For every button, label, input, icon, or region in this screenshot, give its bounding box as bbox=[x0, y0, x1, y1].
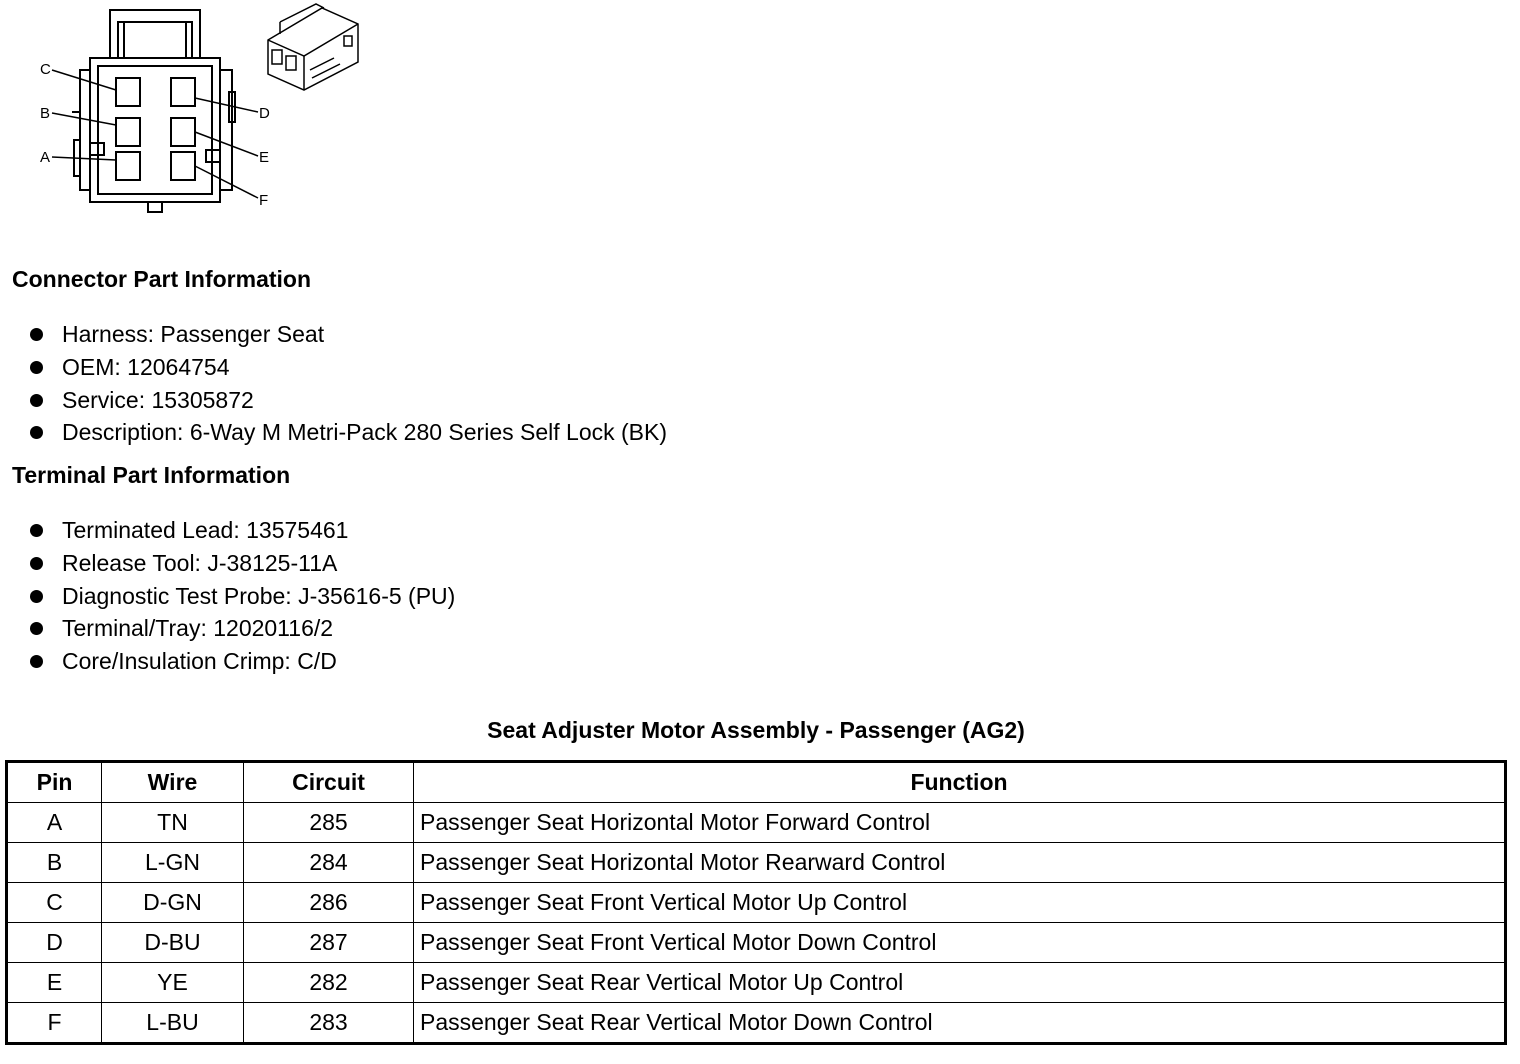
cell-function: Passenger Seat Horizontal Motor Rearward Control bbox=[414, 843, 1506, 883]
cavity-D bbox=[171, 78, 195, 106]
cell-function: Passenger Seat Horizontal Motor Forward Control bbox=[414, 803, 1506, 843]
cell-function: Passenger Seat Rear Vertical Motor Up Control bbox=[414, 963, 1506, 1003]
bullet-icon bbox=[30, 361, 43, 374]
table-row bbox=[7, 883, 1506, 923]
cell-circuit: 282 bbox=[244, 963, 414, 1003]
cavity-E bbox=[171, 118, 195, 146]
bullet-icon bbox=[30, 394, 43, 407]
terminal-part-list bbox=[28, 514, 455, 678]
bullet-icon bbox=[30, 590, 43, 603]
bullet-icon bbox=[30, 426, 43, 439]
cell-circuit: 284 bbox=[244, 843, 414, 883]
cell-circuit: 287 bbox=[244, 923, 414, 963]
list-item: Service: 15305872 bbox=[28, 384, 667, 417]
table-row bbox=[7, 963, 1506, 1003]
cell-circuit: 286 bbox=[244, 883, 414, 923]
list-item: Release Tool: J-38125-11A bbox=[28, 547, 455, 580]
pinout-table bbox=[5, 760, 1507, 1045]
list-item: Core/Insulation Crimp: C/D bbox=[28, 645, 455, 678]
bullet-icon bbox=[30, 655, 43, 668]
header-wire: Wire bbox=[102, 762, 244, 803]
list-item: Terminal/Tray: 12020116/2 bbox=[28, 612, 455, 645]
connector-part-list bbox=[28, 318, 667, 449]
connector-part-heading: Connector Part Information bbox=[12, 266, 312, 292]
cavity-A bbox=[116, 152, 140, 180]
cell-wire: YE bbox=[102, 963, 244, 1003]
pin-label-C: C bbox=[40, 61, 51, 78]
list-item: Terminated Lead: 13575461 bbox=[28, 514, 455, 547]
header-circuit: Circuit bbox=[244, 762, 414, 803]
bullet-icon bbox=[30, 622, 43, 635]
table-row bbox=[7, 923, 1506, 963]
table-row bbox=[7, 803, 1506, 843]
connector-isometric-icon bbox=[268, 4, 358, 90]
bullet-icon bbox=[30, 557, 43, 570]
cell-circuit: 283 bbox=[244, 1003, 414, 1044]
cell-wire: D-BU bbox=[102, 923, 244, 963]
pin-label-E: E bbox=[259, 149, 270, 166]
header-function: Function bbox=[414, 762, 1506, 803]
cell-wire: TN bbox=[102, 803, 244, 843]
cell-function: Passenger Seat Rear Vertical Motor Down Control bbox=[414, 1003, 1506, 1044]
header-pin: Pin bbox=[7, 762, 102, 803]
connector-face-diagram bbox=[0, 0, 380, 220]
cell-circuit: 285 bbox=[244, 803, 414, 843]
cell-wire: D-GN bbox=[102, 883, 244, 923]
pin-label-D: D bbox=[259, 105, 270, 122]
cavity-C bbox=[116, 78, 140, 106]
cavity-B bbox=[116, 118, 140, 146]
cell-wire: L-GN bbox=[102, 843, 244, 883]
cell-function: Passenger Seat Front Vertical Motor Down Control bbox=[414, 923, 1506, 963]
cell-function: Passenger Seat Front Vertical Motor Up Control bbox=[414, 883, 1506, 923]
terminal-part-heading: Terminal Part Information bbox=[12, 462, 291, 488]
list-item: Description: 6-Way M Metri-Pack 280 Series Self Lock (BK) bbox=[28, 416, 667, 449]
list-item: Harness: Passenger Seat bbox=[28, 318, 667, 351]
pin-label-F: F bbox=[259, 192, 269, 209]
table-row bbox=[7, 843, 1506, 883]
cell-pin: F bbox=[7, 1003, 102, 1044]
list-item: OEM: 12064754 bbox=[28, 351, 667, 384]
cell-pin: D bbox=[7, 923, 102, 963]
cell-pin: B bbox=[7, 843, 102, 883]
pin-label-A: A bbox=[40, 149, 51, 166]
pin-label-B: B bbox=[40, 105, 51, 122]
table-title: Seat Adjuster Motor Assembly - Passenger (AG2) bbox=[487, 717, 1025, 743]
cell-wire: L-BU bbox=[102, 1003, 244, 1044]
cell-pin: C bbox=[7, 883, 102, 923]
cell-pin: E bbox=[7, 963, 102, 1003]
table-row bbox=[7, 1003, 1506, 1044]
table-header-row bbox=[7, 762, 1506, 803]
bullet-icon bbox=[30, 524, 43, 537]
cell-pin: A bbox=[7, 803, 102, 843]
list-item: Diagnostic Test Probe: J-35616-5 (PU) bbox=[28, 580, 455, 613]
cavity-F bbox=[171, 152, 195, 180]
bullet-icon bbox=[30, 328, 43, 341]
